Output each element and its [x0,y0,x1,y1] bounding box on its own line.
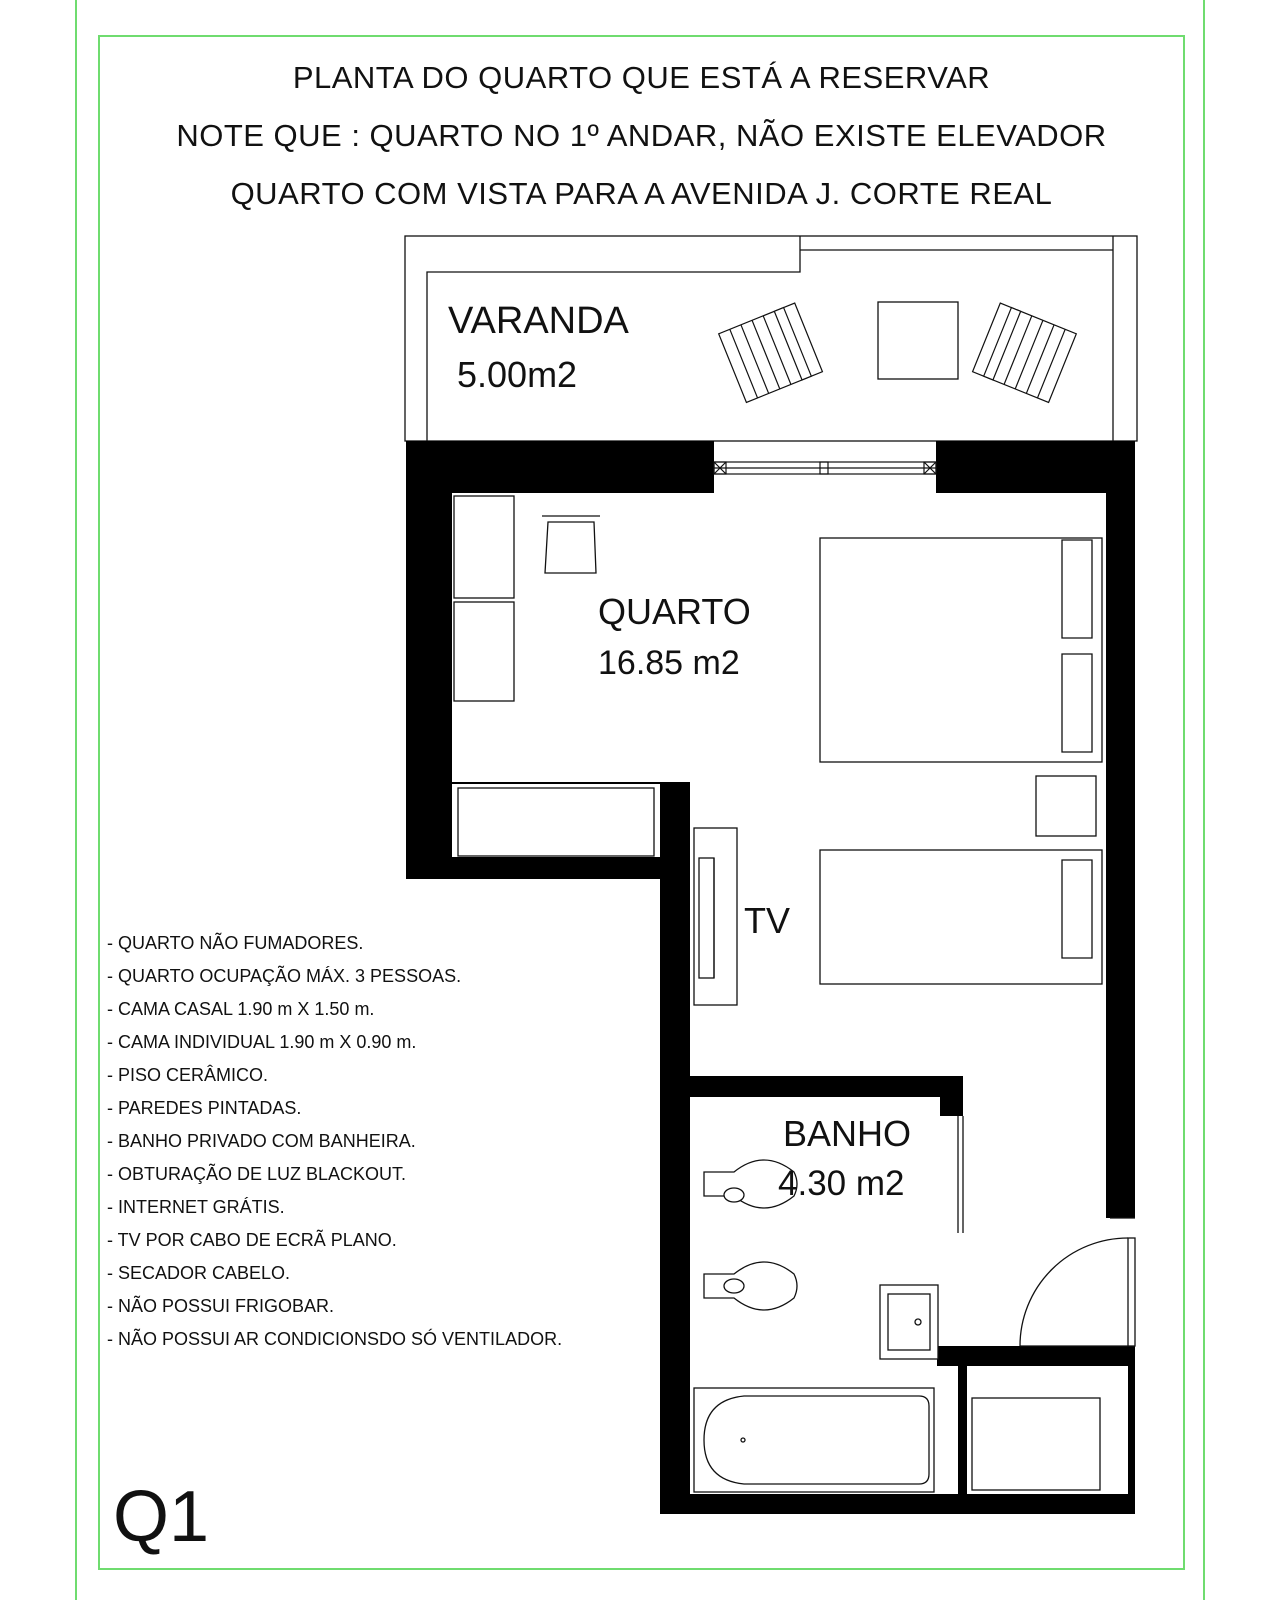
balcony-table [878,302,958,379]
feature-item: - BANHO PRIVADO COM BANHEIRA. [107,1131,416,1151]
feature-item: - SECADOR CABELO. [107,1263,291,1283]
features-list [107,927,562,1356]
tv-label: TV [744,900,791,941]
lounge-chair-left [719,303,823,402]
varanda-name: VARANDA [448,300,629,342]
feature-item: - QUARTO OCUPAÇÃO MÁX. 3 PESSOAS. [107,966,462,986]
feature-item: - QUARTO NÃO FUMADORES. [107,933,364,953]
balcony-window [714,462,936,474]
wall-left-upper [406,441,452,879]
wall-top-left [406,441,714,493]
banho-name: BANHO [783,1113,912,1154]
desk-chair [545,522,596,573]
feature-item: - TV POR CABO DE ECRÃ PLANO. [107,1230,397,1250]
wardrobe-closet [972,1398,1100,1490]
entry-door [1020,1218,1135,1346]
bidet [704,1262,797,1310]
wardrobe-upper [454,496,514,598]
niche-cabinet [458,788,654,856]
title-line-1: PLANTA DO QUARTO QUE ESTÁ A RESERVAR [292,60,991,95]
feature-item: - PAREDES PINTADAS. [107,1098,302,1118]
tv-screen [699,858,714,978]
wall-closet-side [958,1346,967,1494]
wall-closet-right [1128,1346,1135,1356]
feature-item: - NÃO POSSUI FRIGOBAR. [107,1296,335,1316]
wall-niche-top [452,782,690,784]
wall-right-upper [1106,441,1135,1218]
wall-top-right [936,441,1135,493]
double-bed [820,538,1102,762]
pillow-bottom [1062,654,1092,752]
title-line-3: QUARTO COM VISTA PARA A AVENIDA J. CORTE REAL [230,176,1053,211]
wardrobe-lower [454,602,514,701]
lounge-chair-right [973,303,1077,402]
wall-right-lower [1128,1353,1135,1514]
title-line-2: NOTE QUE : QUARTO NO 1º ANDAR, NÃO EXISTE ELEVADOR [176,118,1107,153]
feature-item: - INTERNET GRÁTIS. [107,1197,285,1217]
pillow-top [1062,540,1092,638]
quarto-name: QUARTO [598,591,751,632]
feature-item: - CAMA CASAL 1.90 m X 1.50 m. [107,999,375,1019]
varanda-area: 5.00m2 [457,354,578,395]
wall-bath-top [690,1076,963,1097]
banho-area: 4.30 m2 [778,1164,905,1203]
feature-item: - CAMA INDIVIDUAL 1.90 m X 0.90 m. [107,1032,417,1052]
plan-code: Q1 [113,1477,210,1557]
feature-item: - PISO CERÂMICO. [107,1065,269,1085]
feature-item: - NÃO POSSUI AR CONDICIONSDO SÓ VENTILADOR. [107,1329,563,1349]
wall-left-lower [660,782,690,1514]
wall-bottom [660,1494,1135,1514]
wall-bath-corner [940,1076,963,1116]
feature-item: - OBTURAÇÃO DE LUZ BLACKOUT. [107,1164,407,1184]
single-pillow [1062,860,1092,958]
wall-ledge [406,857,660,879]
single-bed [820,850,1102,984]
nightstand [1036,776,1096,836]
quarto-area: 16.85 m2 [598,644,740,682]
